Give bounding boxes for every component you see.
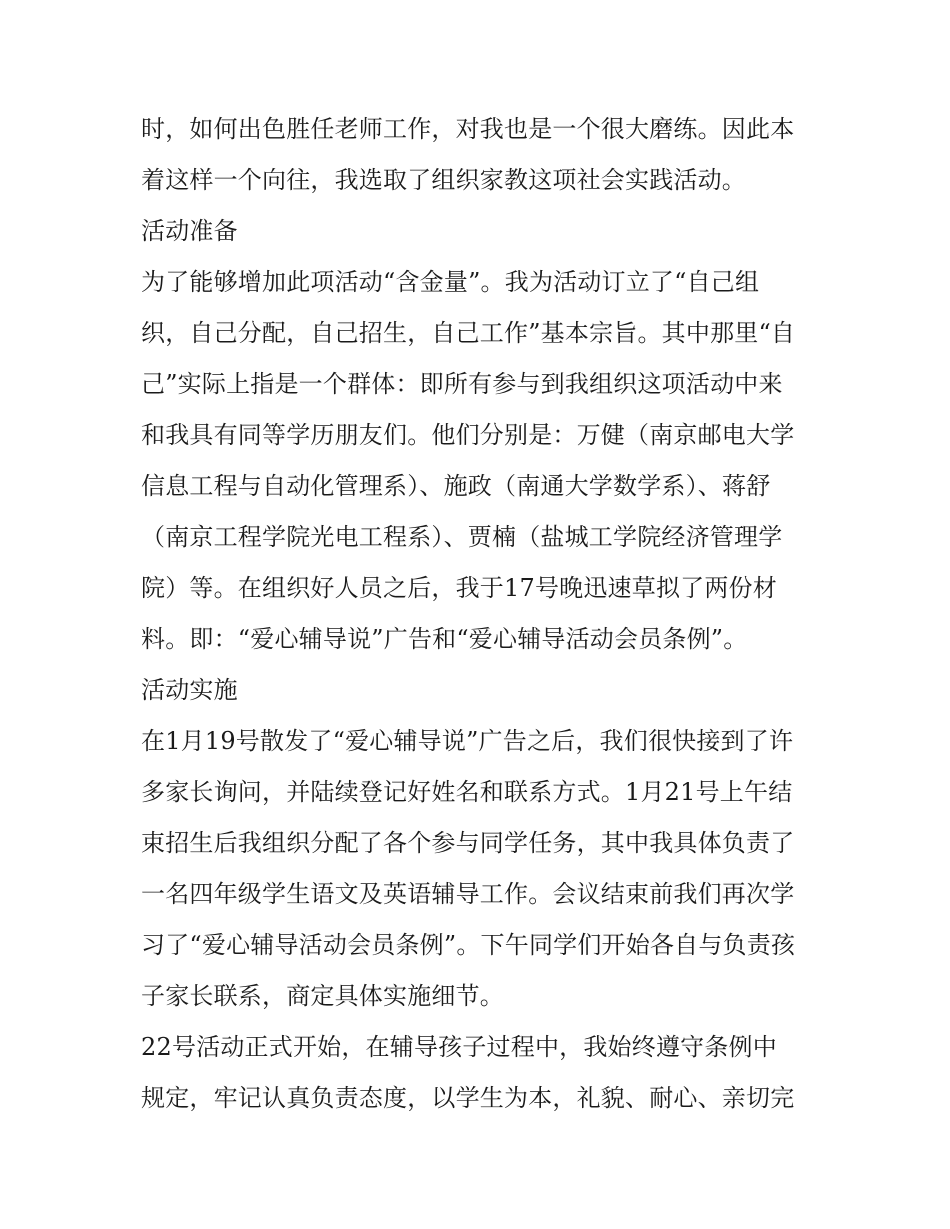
text-line: 院）等。在组织好人员之后，我于17号晚迅速草拟了两份材 bbox=[141, 574, 777, 602]
text-line: 束招生后我组织分配了各个参与同学任务，其中我具体负责了 bbox=[141, 829, 795, 857]
text-line: 习了“爱心辅导活动会员条例”。下午同学们开始各自与负责孩 bbox=[141, 931, 796, 959]
text-line: 和我具有同等学历朋友们。他们分别是：万健（南京邮电大学 bbox=[141, 421, 795, 449]
text-line: （南京工程学院光电工程系）、贾楠（盐城工学院经济管理学 bbox=[141, 523, 783, 551]
text-line: 着这样一个向往，我选取了组织家教这项社会实践活动。 bbox=[141, 166, 746, 194]
text-line: 在1月19号散发了“爱心辅导说”广告之后，我们很快接到了许 bbox=[141, 727, 794, 755]
section-heading: 活动实施 bbox=[141, 676, 238, 704]
text-line: 子家长联系，商定具体实施细节。 bbox=[141, 982, 504, 1010]
text-line: 22号活动正式开始，在辅导孩子过程中，我始终遵守条例中 bbox=[141, 1033, 777, 1061]
text-line: 多家长询问，并陆续登记好姓名和联系方式。1月21号上午结 bbox=[141, 778, 793, 806]
text-line: 时，如何出色胜任老师工作，对我也是一个很大磨练。因此本 bbox=[141, 115, 795, 143]
text-line: 料。即：“爱心辅导说”广告和“爱心辅导活动会员条例”。 bbox=[141, 625, 748, 653]
section-heading: 活动准备 bbox=[141, 217, 238, 245]
text-line: 规定，牢记认真负责态度，以学生为本，礼貌、耐心、亲切完 bbox=[141, 1084, 795, 1112]
document-body bbox=[141, 104, 821, 1124]
text-line: 一名四年级学生语文及英语辅导工作。会议结束前我们再次学 bbox=[141, 880, 795, 908]
text-line: 织，自己分配，自己招生，自己工作”基本宗旨。其中那里“自 bbox=[141, 319, 796, 347]
text-line: 为了能够增加此项活动“含金量”。我为活动订立了“自己组 bbox=[141, 268, 760, 296]
text-line: 信息工程与自动化管理系）、施政（南通大学数学系）、蒋舒 bbox=[141, 472, 771, 500]
text-line: 己”实际上指是一个群体：即所有参与到我组织这项活动中来 bbox=[141, 370, 783, 398]
